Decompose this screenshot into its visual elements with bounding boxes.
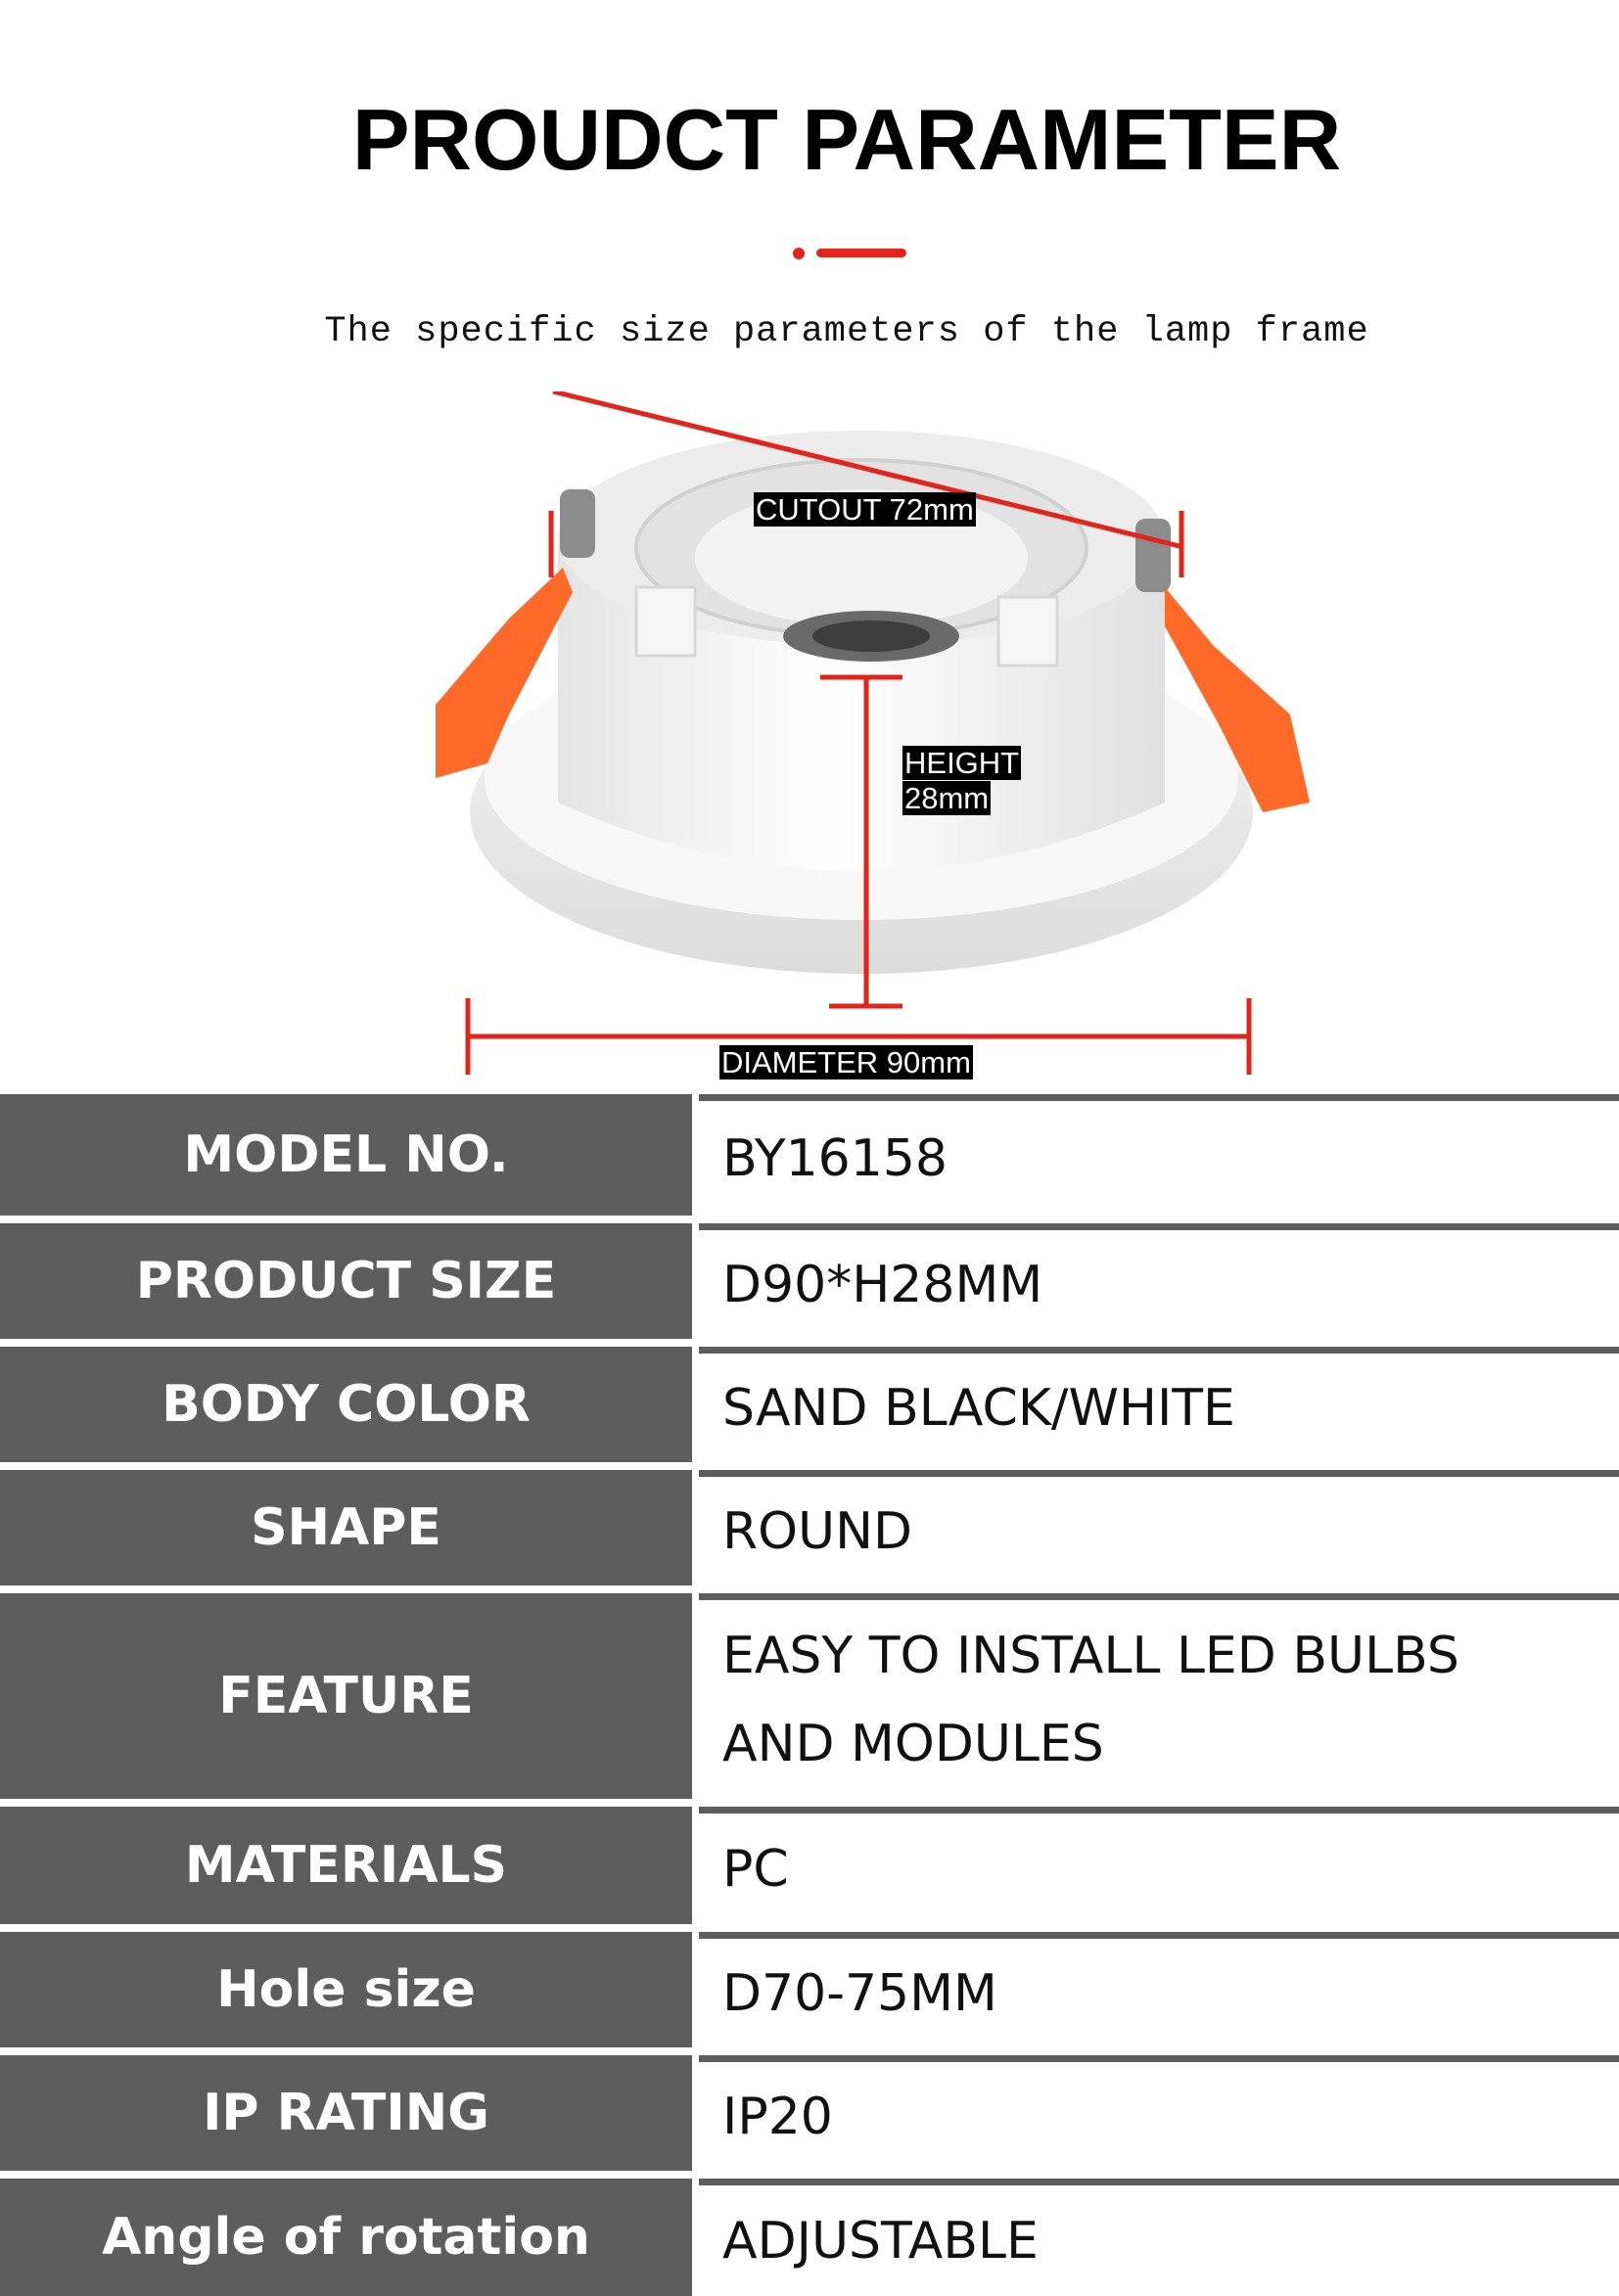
spec-label: Hole size [0, 1932, 692, 2047]
spec-label: MATERIALS [0, 1807, 692, 1924]
spec-label: Angle of rotation [0, 2179, 692, 2296]
accent-bar [816, 249, 906, 257]
spec-row [0, 1347, 1619, 1462]
spec-value [699, 1094, 1619, 1216]
page-subtitle: The specific size parameters of the lamp frame [324, 311, 1369, 352]
spec-value-text: EASY TO INSTALL LED BULBS AND MODULES [722, 1626, 1459, 1773]
accent-dot [793, 248, 805, 259]
height-dimension-value: 28mm [904, 781, 990, 815]
spec-value-text: PC [722, 1839, 789, 1899]
spec-value [699, 1223, 1619, 1339]
spec-row [0, 1094, 1619, 1216]
spec-row [0, 1932, 1619, 2047]
spec-value [699, 1807, 1619, 1924]
spec-value-text: D90*H28MM [722, 1255, 1043, 1314]
spec-row [0, 2179, 1619, 2296]
lamp-spring-left [560, 489, 595, 558]
spec-value [699, 2055, 1619, 2171]
spec-value [699, 1347, 1619, 1462]
spec-value [699, 1932, 1619, 2047]
spec-value-text: IP20 [722, 2087, 833, 2146]
spec-value [699, 1470, 1619, 1585]
spec-label: SHAPE [0, 1470, 692, 1585]
spec-value-text: ADJUSTABLE [722, 2211, 1039, 2271]
spec-row [0, 1807, 1619, 1924]
height-dimension-label: HEIGHT [904, 746, 1020, 780]
spec-label: FEATURE [0, 1593, 692, 1799]
spec-value-text: D70-75MM [722, 1963, 997, 2023]
spec-row [0, 1223, 1619, 1339]
spec-value [699, 2179, 1619, 2296]
spec-row [0, 1470, 1619, 1585]
spec-value-text: BY16158 [722, 1128, 948, 1188]
spec-value-text: SAND BLACK/WHITE [722, 1378, 1235, 1438]
spec-row [0, 2055, 1619, 2171]
cutout-dimension-label: CUTOUT 72mm [756, 492, 974, 527]
spec-value-text: ROUND [722, 1501, 913, 1561]
diameter-dimension-label: DIAMETER 90mm [721, 1045, 971, 1079]
spec-row [0, 1593, 1619, 1799]
spec-label: PRODUCT SIZE [0, 1223, 692, 1339]
spec-label: BODY COLOR [0, 1347, 692, 1462]
spec-value [699, 1593, 1619, 1799]
spec-label: IP RATING [0, 2055, 692, 2171]
page-title: PROUDCT PARAMETER [351, 91, 1342, 188]
spec-label: MODEL NO. [0, 1094, 692, 1216]
lamp-spring-right [1135, 519, 1171, 592]
